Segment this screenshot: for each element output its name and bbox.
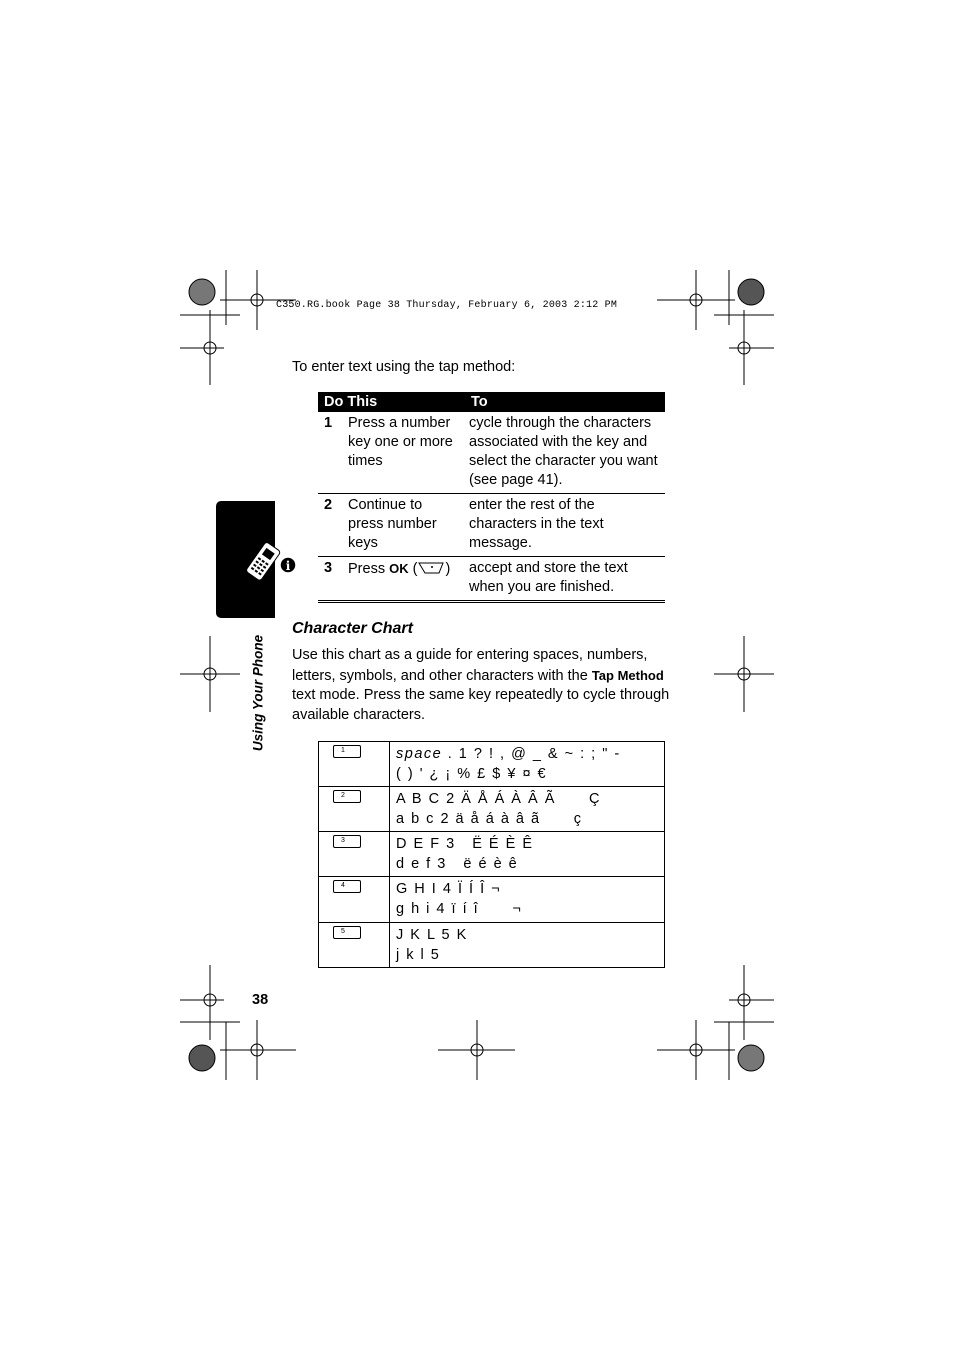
step-number: 2 — [318, 494, 344, 557]
step-result: accept and store the text when you are finished. — [465, 557, 665, 602]
col-header-to: To — [465, 392, 665, 412]
chars-line-1: G H I 4 Ï Í Î ¬ — [396, 881, 502, 897]
character-chart — [318, 741, 665, 968]
chars-line-1: D E F 3 Ë É È Ê — [396, 836, 534, 852]
key-1-icon — [333, 745, 361, 758]
key-cell — [319, 832, 390, 877]
paren-open: ( — [408, 561, 418, 577]
key-5-icon — [333, 926, 361, 939]
chars-line-2: g h i 4 ï í î ¬ — [396, 901, 523, 917]
svg-text:i: i — [285, 559, 291, 573]
key-cell — [319, 742, 390, 787]
key-cell — [319, 923, 390, 968]
ok-key-label: OK — [389, 561, 409, 576]
space-label: space — [396, 746, 443, 762]
step-result: cycle through the characters associated with the key and select the character you want (see page 41). — [465, 412, 665, 494]
table-row — [318, 557, 665, 602]
key-number: 2 — [341, 792, 345, 799]
step-action — [344, 557, 465, 602]
chars-line-1: . 1 ? ! , @ _ & ~ : ; " - — [442, 746, 621, 762]
chars-cell — [390, 742, 665, 787]
key-3-icon — [333, 835, 361, 848]
section-title: Character Chart — [292, 620, 413, 637]
key-number: 5 — [341, 928, 345, 935]
table-row — [318, 494, 665, 557]
key-number: 4 — [341, 882, 345, 889]
table-row — [319, 787, 665, 832]
intro-text: To enter text using the tap method: — [292, 359, 516, 375]
section-tab — [216, 501, 291, 618]
table-row — [319, 832, 665, 877]
step-action: Continue to press number keys — [344, 494, 465, 557]
step-action-prefix: Press — [348, 561, 390, 577]
table-row — [319, 923, 665, 968]
key-cell — [319, 877, 390, 923]
tap-method-label: Tap Method — [591, 667, 664, 683]
step-result: enter the rest of the characters in the text message. — [465, 494, 665, 557]
section-paragraph — [292, 646, 672, 725]
table-row — [319, 742, 665, 787]
steps-header-row — [318, 392, 665, 412]
chars-line-1: J K L 5 K — [396, 927, 468, 943]
page-number: 38 — [252, 992, 269, 1008]
paren-close: ) — [445, 561, 451, 577]
chars-line-2: ( ) ' ¿ ¡ % £ $ ¥ ¤ € — [396, 766, 548, 782]
key-number: 1 — [341, 747, 345, 754]
right-soft-key-icon — [417, 562, 445, 574]
chars-cell — [390, 923, 665, 968]
steps-table — [318, 392, 665, 603]
step-number: 1 — [318, 412, 344, 494]
book-imprint: C350.RG.book Page 38 Thursday, February 6, 2003 2:12 PM — [276, 300, 618, 311]
key-2-icon — [333, 790, 361, 803]
side-section-title: Using Your Phone — [250, 634, 266, 752]
key-cell — [319, 787, 390, 832]
para-text-before: Use this chart as a guide for entering spaces, numbers, letters, symbols, and other characters with the — [292, 647, 648, 684]
chars-line-2: j k l 5 — [396, 947, 441, 963]
table-row — [319, 877, 665, 923]
col-header-do-this: Do This — [318, 392, 465, 412]
step-number: 3 — [318, 557, 344, 602]
para-text-after: text mode. Press the same key repeatedly to cycle through available characters. — [292, 687, 670, 723]
chars-cell — [390, 832, 665, 877]
chars-line-2: d e f 3 ë é è ê — [396, 856, 519, 872]
chars-line-1: A B C 2 Ä Å Á À Â Ã Ç — [396, 791, 602, 807]
chars-cell — [390, 787, 665, 832]
key-number: 3 — [341, 837, 345, 844]
key-4-icon — [333, 880, 361, 893]
step-action: Press a number key one or more times — [344, 412, 465, 494]
chars-cell — [390, 877, 665, 923]
table-row — [318, 412, 665, 494]
phone-info-icon — [216, 501, 291, 618]
chars-line-2: a b c 2 ä å á à â ã ç — [396, 811, 583, 827]
